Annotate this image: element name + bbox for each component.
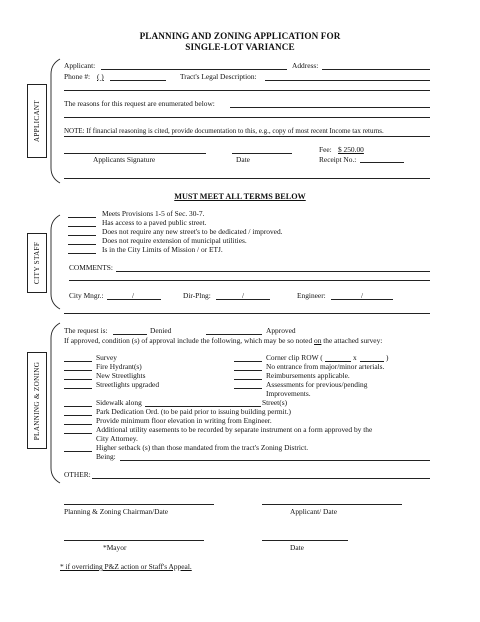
form-title-line1: PLANNING AND ZONING APPLICATION FOR: [139, 31, 341, 41]
easements-check[interactable]: [64, 433, 92, 434]
setback-item: Higher setback (s) than those mandated from the tract's Zoning District.: [96, 443, 309, 452]
signature-label: Applicants Signature: [93, 155, 156, 164]
form-title-line2: SINGLE-LOT VARIANCE: [185, 42, 295, 52]
applicant-field-label: Applicant:: [64, 61, 96, 70]
comments-line-2[interactable]: [69, 280, 430, 281]
improvements-text: Improvements.: [266, 389, 311, 398]
park-check[interactable]: [64, 415, 92, 416]
receipt-label: Receipt No.:: [319, 155, 357, 164]
reimbursements-item: Reimbursements applicable.: [266, 371, 350, 380]
engineer-slash: /: [361, 291, 364, 300]
phone-area-code: ( ): [97, 72, 104, 81]
other-field[interactable]: [92, 478, 430, 479]
approved-field[interactable]: [206, 334, 262, 335]
streetlights-upgraded-check[interactable]: [64, 388, 92, 389]
city-attorney-text: City Attorney.: [96, 434, 138, 443]
applicant-section-divider: [64, 178, 430, 179]
applicant-label-box: [27, 84, 47, 158]
term-1: Meets Provisions 1-5 of Sec. 30-7.: [102, 209, 205, 218]
phone-field[interactable]: [110, 80, 166, 81]
being-label: Being:: [96, 452, 116, 461]
comments-line-1[interactable]: [116, 271, 430, 272]
receipt-field[interactable]: [360, 162, 404, 163]
address-field[interactable]: [322, 69, 430, 70]
chairman-label: Planning & Zoning Chairman/Date: [64, 507, 169, 516]
dir-plng-label: Dir-Plng:: [183, 291, 211, 300]
city-mngr-slash: /: [132, 291, 135, 300]
streetlights-upgraded-item: Streetlights upgraded: [96, 380, 160, 389]
fee-value: $ 250.00: [338, 145, 364, 154]
date-label: Date: [236, 155, 250, 164]
applicant-label: APPLICANT: [33, 99, 41, 143]
planning-brace: [48, 322, 62, 484]
floor-check[interactable]: [64, 424, 92, 425]
mayor-date-line[interactable]: [262, 540, 348, 541]
corner-clip-close: ): [386, 353, 389, 362]
no-entrance-item: No entrance from major/minor arterials.: [266, 362, 385, 371]
if-approved-pre: If approved, condition (s) of approval include the following, which may be so noted: [64, 336, 314, 345]
city-mngr-label: City Mngr.:: [69, 291, 104, 300]
park-item: Park Dedication Ord. (to be paid prior to issuing building permit.): [96, 407, 291, 416]
term-3: Does not require any new street's to be dedicated / improved.: [102, 227, 283, 236]
applicant-brace: [48, 58, 62, 184]
if-approved-post: the attached survey:: [321, 336, 383, 345]
reasons-line-1[interactable]: [230, 107, 430, 108]
fire-hydrant-item: Fire Hydrant(s): [96, 362, 142, 371]
sidewalk-label: Sidewalk along: [96, 398, 142, 407]
signature-line[interactable]: [64, 153, 206, 154]
approved-label: Approved: [266, 326, 296, 335]
assessments-item: Assessments for previous/pending: [266, 380, 368, 389]
term-4-check[interactable]: [68, 244, 96, 245]
dir-plng-slash: /: [242, 291, 245, 300]
new-streetlights-item: New Streetlights: [96, 371, 146, 380]
legal-description-field[interactable]: [265, 80, 430, 81]
applicant-date-label: Applicant/ Date: [290, 507, 337, 516]
denied-label: Denied: [150, 326, 172, 335]
mayor-label: *Mayor: [103, 543, 127, 552]
no-entrance-check[interactable]: [234, 370, 262, 371]
corner-clip-x: x: [353, 353, 357, 362]
being-field[interactable]: [120, 460, 430, 461]
denied-field[interactable]: [113, 334, 147, 335]
footnote: * if overriding P&Z action or Staff's Appeal.: [60, 562, 192, 571]
new-streetlights-check[interactable]: [64, 379, 92, 380]
must-meet-heading: MUST MEET ALL TERMS BELOW: [174, 192, 306, 201]
term-5-check[interactable]: [68, 253, 96, 254]
if-approved-text: [64, 337, 382, 344]
planning-label: PLANNING & ZONING: [33, 361, 41, 440]
term-5: Is in the City Limits of Mission / or ETJ.: [102, 245, 223, 254]
if-approved-on: on: [314, 336, 322, 345]
city-staff-label: CITY STAFF: [33, 241, 41, 285]
survey-check[interactable]: [64, 361, 92, 362]
applicant-field[interactable]: [101, 69, 287, 70]
streets-label: Street(s): [262, 398, 288, 407]
chairman-signature-line[interactable]: [64, 504, 214, 505]
fire-hydrant-check[interactable]: [64, 370, 92, 371]
term-1-check[interactable]: [68, 217, 96, 218]
fee-label: Fee:: [319, 145, 332, 154]
term-2: Has access to a paved public street.: [102, 218, 207, 227]
applicant-date-line[interactable]: [262, 504, 402, 505]
address-field-label: Address:: [292, 61, 319, 70]
term-4: Does not require extension of municipal utilities.: [102, 236, 247, 245]
easements-item: Additional utility easements to be recorded by separate instrument on a form approved by the: [96, 425, 373, 434]
legal-description-label: Tract's Legal Description:: [180, 72, 257, 81]
setback-check[interactable]: [64, 451, 92, 452]
term-3-check[interactable]: [68, 235, 96, 236]
financial-note: NOTE: If financial reasoning is cited, provide documentation to this, e.g., copy of most recent Income tax returns.: [64, 127, 384, 135]
mayor-date-label: Date: [290, 543, 304, 552]
date-line[interactable]: [232, 153, 292, 154]
sidewalk-check[interactable]: [64, 406, 92, 407]
floor-item: Provide minimum floor elevation in writing from Engineer.: [96, 416, 272, 425]
phone-field-label: Phone #:: [64, 72, 91, 81]
term-2-check[interactable]: [68, 226, 96, 227]
reimbursements-check[interactable]: [234, 379, 262, 380]
note-underline: [64, 136, 430, 137]
reasons-label: The reasons for this request are enumerated below:: [64, 99, 215, 108]
corner-clip-item: Corner clip ROW (: [266, 353, 323, 362]
other-label: OTHER:: [64, 470, 91, 479]
city-staff-brace: [48, 214, 62, 310]
assessments-check[interactable]: [234, 388, 262, 389]
engineer-label: Engineer:: [297, 291, 326, 300]
comments-label: COMMENTS:: [69, 263, 113, 272]
reasons-line-2[interactable]: [64, 117, 430, 118]
applicant-blank-line[interactable]: [64, 90, 430, 91]
city-staff-label-box: [27, 233, 47, 293]
survey-item: Survey: [96, 353, 117, 362]
city-staff-divider: [64, 313, 430, 314]
planning-label-box: [27, 352, 47, 449]
mayor-signature-line[interactable]: [64, 540, 204, 541]
request-is-label: The request is:: [64, 326, 108, 335]
corner-clip-check[interactable]: [234, 361, 262, 362]
